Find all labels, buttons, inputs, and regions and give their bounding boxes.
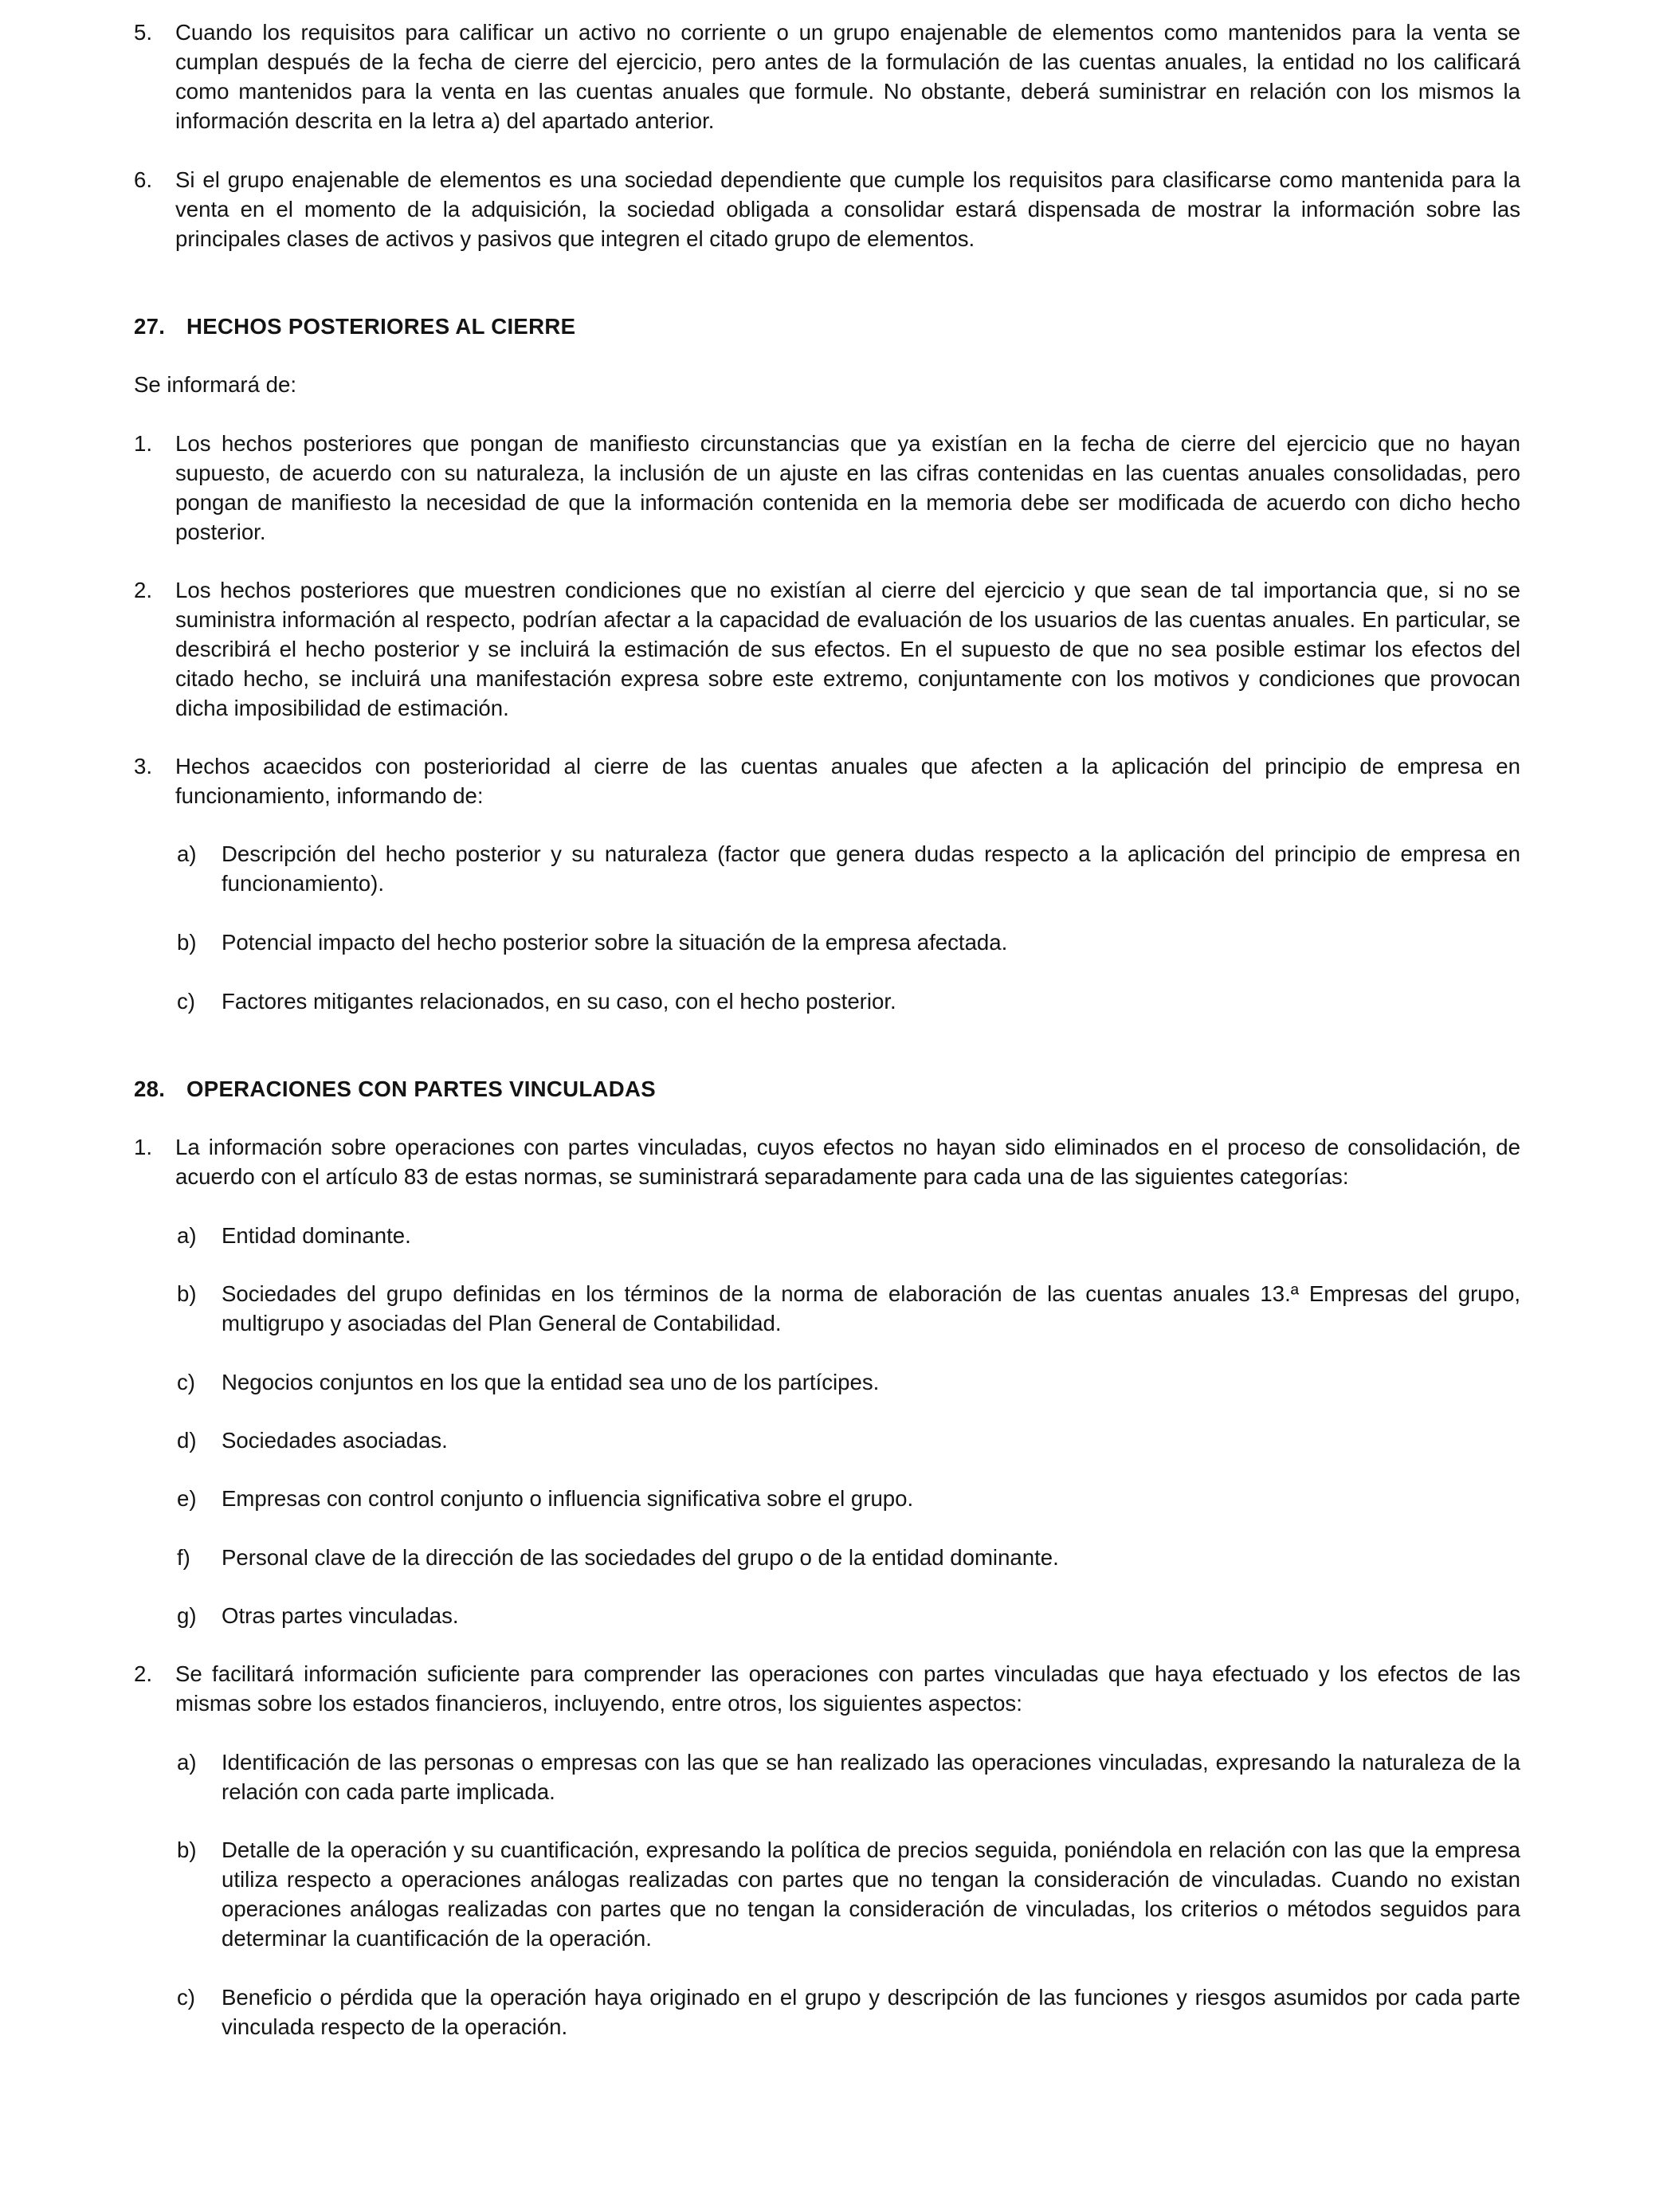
- subitem-letter: e): [177, 1486, 197, 1511]
- item-text: La información sobre operaciones con partes vinculadas, cuyos efectos no hayan sido eliminados en el proceso de consolidación, de acuerdo con el artículo 83 de estas normas, se suministrará separadamente para cada una de las siguientes categorías:: [175, 1135, 1520, 1189]
- subitem-letter: b): [177, 1837, 197, 1862]
- subitem-text: Beneficio o pérdida que la operación haya originado en el grupo y descripción de las funciones y riesgos asumidos por cada parte vinculada respecto de la operación.: [222, 1985, 1520, 2039]
- subitem-letter: c): [177, 989, 195, 1014]
- subitem-text: Sociedades del grupo definidas en los términos de la norma de elaboración de las cuentas anuales 13.ª Empresas del grupo, multigrupo y asociadas del Plan General de Contabilidad.: [222, 1281, 1520, 1335]
- subitem-text: Empresas con control conjunto o influencia significativa sobre el grupo.: [222, 1486, 914, 1511]
- subitem-letter: b): [177, 1281, 197, 1306]
- s26-item-5: [134, 18, 1520, 135]
- s28-2-subitem-b: [134, 1835, 1520, 1953]
- subitem-letter: d): [177, 1428, 197, 1453]
- item-text: Los hechos posteriores que muestren condiciones que no existían al cierre del ejercicio y que sean de tal importancia que, si no se suministra información al respecto, podrían afectar a la capacidad de evaluación de los usuarios de las cuentas anuales. En particular, se describirá el hecho posterior y se incluirá la estimación de sus efectos. En el supuesto de que no sea posible estimar los efectos del citado hecho, se incluirá una manifestación expresa sobre este extremo, conjuntamente con los motivos y condiciones que provocan dicha imposibilidad de estimación.: [175, 578, 1520, 720]
- section-number: 28.: [134, 1077, 166, 1101]
- item-number: 6.: [134, 167, 153, 192]
- subitem-text: Potencial impacto del hecho posterior sobre la situación de la empresa afectada.: [222, 930, 1008, 955]
- subitem-text: Negocios conjuntos en los que la entidad sea uno de los partícipes.: [222, 1370, 880, 1394]
- item-number: 1.: [134, 431, 153, 456]
- subitem-text: Otras partes vinculadas.: [222, 1603, 459, 1628]
- s28-subitem-a: [134, 1221, 1520, 1250]
- s28-subitem-b: [134, 1279, 1520, 1338]
- item-number: 2.: [134, 1661, 153, 1686]
- subitem-letter: c): [177, 1370, 195, 1394]
- s28-subitem-e: [134, 1484, 1520, 1513]
- subitem-letter: f): [177, 1545, 190, 1570]
- section-title: HECHOS POSTERIORES AL CIERRE: [186, 314, 576, 339]
- s27-item-1: [134, 429, 1520, 547]
- s27-intro: [134, 370, 1520, 399]
- subitem-letter: b): [177, 930, 197, 955]
- item-text: Se facilitará información suficiente para comprender las operaciones con partes vinculadas que haya efectuado y los efectos de las mismas sobre los estados financieros, incluyendo, entre otros, los siguientes aspectos:: [175, 1661, 1520, 1716]
- s28-subitem-g: [134, 1601, 1520, 1630]
- s27-item-3: [134, 751, 1520, 810]
- section-heading-27: [134, 312, 1520, 341]
- intro-text: Se informará de:: [134, 372, 296, 397]
- subitem-text: Factores mitigantes relacionados, en su caso, con el hecho posterior.: [222, 989, 896, 1014]
- item-text: Cuando los requisitos para calificar un activo no corriente o un grupo enajenable de elementos como mantenidos para la venta se cumplan después de la fecha de cierre del ejercicio, pero antes de la formulación de las cuentas anuales, la entidad no los calificará como mantenidos para la venta en las cuentas anuales que formule. No obstante, deberá suministrar en relación con los mismos la información descrita en la letra a) del apartado anterior.: [175, 20, 1520, 133]
- subitem-letter: a): [177, 1750, 197, 1775]
- s27-subitem-c: [134, 986, 1520, 1016]
- subitem-letter: c): [177, 1985, 195, 2010]
- subitem-text: Sociedades asociadas.: [222, 1428, 448, 1453]
- subitem-text: Identificación de las personas o empresas con las que se han realizado las operaciones vinculadas, expresando la naturaleza de la relación con cada parte implicada.: [222, 1750, 1520, 1804]
- section-heading-28: [134, 1074, 1520, 1104]
- subitem-text: Personal clave de la dirección de las sociedades del grupo o de la entidad dominante.: [222, 1545, 1059, 1570]
- s27-subitem-b: [134, 928, 1520, 957]
- subitem-text: Detalle de la operación y su cuantificación, expresando la política de precios seguida, poniéndola en relación con las que la empresa utiliza respecto a operaciones análogas realizadas con partes que no tengan la consideración de vinculadas. Cuando no existan operaciones análogas realizadas con partes que no tengan la consideración de vinculadas, los criterios o métodos seguidos para determinar la cuantificación de la operación.: [222, 1837, 1520, 1951]
- s28-2-subitem-a: [134, 1747, 1520, 1806]
- subitem-text: Entidad dominante.: [222, 1223, 411, 1248]
- s28-2-subitem-c: [134, 1983, 1520, 2041]
- item-number: 2.: [134, 578, 153, 602]
- item-number: 3.: [134, 754, 153, 779]
- section-title: OPERACIONES CON PARTES VINCULADAS: [186, 1077, 656, 1101]
- s27-item-2: [134, 575, 1520, 723]
- section-number: 27.: [134, 314, 166, 339]
- item-number: 1.: [134, 1135, 153, 1159]
- subitem-letter: a): [177, 1223, 197, 1248]
- s28-item-1: [134, 1132, 1520, 1191]
- item-text: Hechos acaecidos con posterioridad al cierre de las cuentas anuales que afecten a la aplicación del principio de empresa en funcionamiento, informando de:: [175, 754, 1520, 808]
- s28-subitem-f: [134, 1543, 1520, 1572]
- item-text: Si el grupo enajenable de elementos es una sociedad dependiente que cumple los requisitos para clasificarse como mantenida para la venta en el momento de la adquisición, la sociedad obligada a consolidar estará dispensada de mostrar la información sobre las principales clases de activos y pasivos que integren el citado grupo de elementos.: [175, 167, 1520, 251]
- s28-subitem-c: [134, 1367, 1520, 1397]
- s28-item-2: [134, 1659, 1520, 1718]
- s27-subitem-a: [134, 839, 1520, 898]
- subitem-text: Descripción del hecho posterior y su naturaleza (factor que genera dudas respecto a la aplicación del principio de empresa en funcionamiento).: [222, 841, 1520, 896]
- item-number: 5.: [134, 20, 153, 45]
- subitem-letter: g): [177, 1603, 197, 1628]
- item-text: Los hechos posteriores que pongan de manifiesto circunstancias que ya existían en la fecha de cierre del ejercicio que no hayan supuesto, de acuerdo con su naturaleza, la inclusión de un ajuste en las cifras contenidas en las cuentas anuales consolidadas, pero pongan de manifiesto la necesidad de que la información contenida en la memoria debe ser modificada de acuerdo con dicho hecho posterior.: [175, 431, 1520, 544]
- s28-subitem-d: [134, 1426, 1520, 1455]
- s26-item-6: [134, 165, 1520, 253]
- subitem-letter: a): [177, 841, 197, 866]
